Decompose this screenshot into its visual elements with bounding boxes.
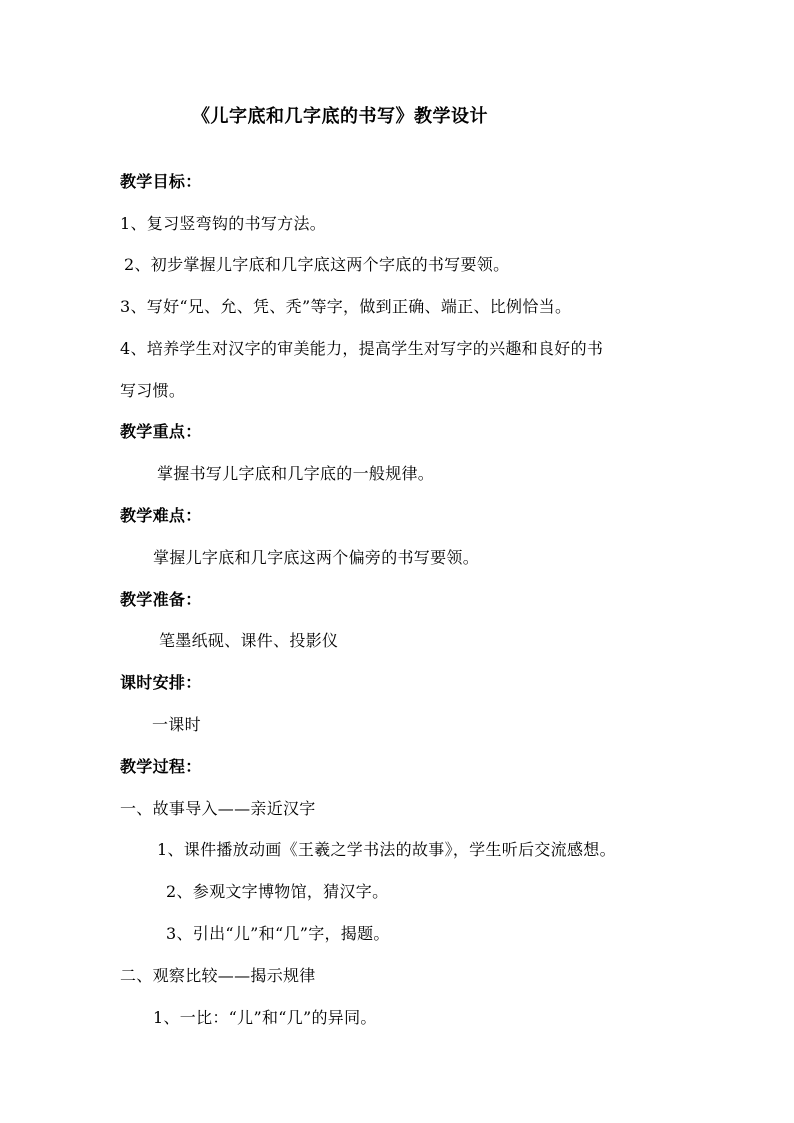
process-item: 2、参观文字博物馆，猜汉字。 [166, 882, 389, 901]
key-points-text: 掌握书写儿字底和几字底的一般规律。 [157, 464, 435, 483]
process-item: 3、引出“儿”和“几”字，揭题。 [166, 924, 390, 943]
process-section-title: 二、观察比较——揭示规律 [120, 966, 316, 985]
goal-item: 1、复习竖弯钩的书写方法。 [120, 214, 327, 233]
process-heading: 教学过程： [120, 757, 202, 776]
goals-heading: 教学目标： [120, 172, 202, 191]
difficulties-heading: 教学难点： [120, 506, 202, 525]
goal-item-continued: 写习惯。 [120, 381, 186, 400]
preparation-text: 笔墨纸砚、课件、投影仪 [159, 631, 339, 650]
schedule-heading: 课时安排： [120, 673, 202, 692]
goal-item: 2、初步掌握儿字底和几字底这两个字底的书写要领。 [124, 255, 510, 274]
difficulties-text: 掌握儿字底和几字底这两个偏旁的书写要领。 [153, 548, 480, 567]
key-points-heading: 教学重点： [120, 422, 202, 441]
process-item: 1、课件播放动画《王羲之学书法的故事》，学生听后交流感想。 [157, 840, 616, 859]
goal-item: 4、培养学生对汉字的审美能力，提高学生对写字的兴趣和良好的书 [120, 339, 604, 358]
process-section-title: 一、故事导入——亲近汉字 [120, 799, 316, 818]
goal-item: 3、写好“兄、允、凭、秃”等字，做到正确、端正、比例恰当。 [120, 297, 572, 316]
schedule-text: 一课时 [152, 715, 201, 734]
process-item: 1、一比：“儿”和“几”的异同。 [153, 1008, 377, 1027]
preparation-heading: 教学准备： [120, 590, 202, 609]
document-title: 《儿字底和几字底的书写》教学设计 [192, 106, 488, 127]
